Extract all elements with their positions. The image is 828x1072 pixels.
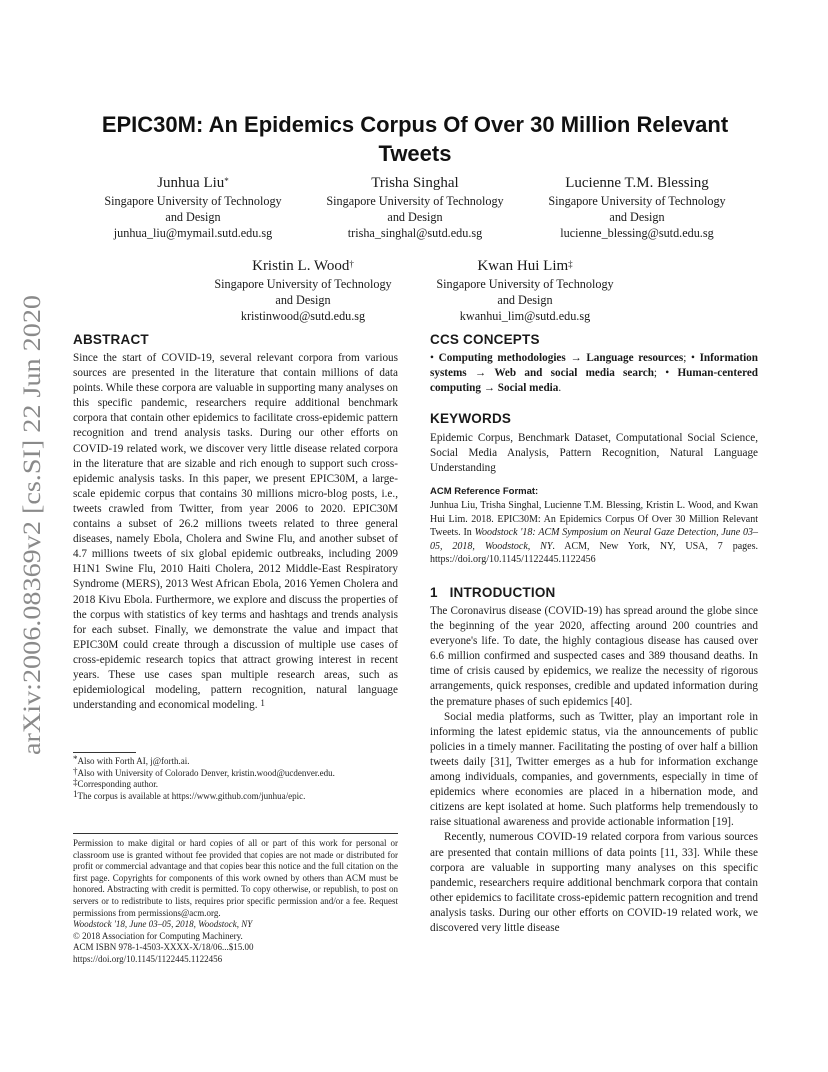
author-block xyxy=(414,257,636,324)
author-email[interactable]: trisha_singhal@sutd.edu.sg xyxy=(347,226,483,240)
footnote-mark: * xyxy=(73,754,78,764)
author-name: Kwan Hui Lim xyxy=(477,258,569,274)
author-affiliation: Singapore University of Technology xyxy=(104,194,282,208)
keywords-heading: KEYWORDS xyxy=(430,411,512,426)
author-block xyxy=(192,257,414,324)
footnote xyxy=(73,756,403,768)
intro-paragraph: Social media platforms, such as Twitter, play an important role in informing the latest epidemic status, via the announcements of public policies in a timely manner. Facilitating the posting of over half a billion tweets daily [31], Twitter emerges as a hub for information exchange among individuals, companies, and governments, especially in time of epidemics where economies are placed in a hibernation mode, and citizens are kept isolated at home. Such platforms help tremendously to raise situational awareness and provide actionable information [19]. xyxy=(430,710,758,829)
author-email[interactable]: kwanhui_lim@sutd.edu.sg xyxy=(459,309,591,323)
author-affiliation: Singapore University of Technology xyxy=(548,194,726,208)
abstract-text xyxy=(73,351,398,713)
acm-ref-tail: . ACM, New York, NY, USA, 7 pages. https://doi.org/10.1145/1122445.1122456 xyxy=(430,540,758,566)
author-affiliation: and Design xyxy=(275,293,331,307)
footnote-text: Also with University of Colorado Denver, kristin.wood@ucdenver.edu. xyxy=(77,767,335,778)
footnote-text: Also with Forth AI, j@forth.ai. xyxy=(77,756,190,766)
footnote-mark: ‡ xyxy=(73,777,78,788)
author-email[interactable]: lucienne_blessing@sutd.edu.sg xyxy=(560,226,714,240)
abstract-heading: ABSTRACT xyxy=(73,332,149,347)
author-email[interactable]: kristinwood@sutd.edu.sg xyxy=(240,309,366,323)
footnote-mark: 1 xyxy=(73,788,78,799)
permission-text: Permission to make digital or hard copies of all or part of this work for personal or classroom use is granted without fee provided that copies are not made or distributed for profit or commercial advantage and that copies bear this notice and the full citation on the first page. Copyrights for components of this work owned by others than ACM must be honored. Abstracting with credit is permitted. To copy otherwise, or republish, to post on servers or to redistribute to lists, requires prior specific permission and/or a fee. Request permissions from permissions@acm.org. xyxy=(73,838,398,918)
footnotes xyxy=(73,756,403,802)
intro-number: 1 xyxy=(430,585,438,600)
arxiv-stamp-text: arXiv:2006.08369v2 [cs.SI] 22 Jun 2020 xyxy=(17,338,46,755)
author-block xyxy=(526,174,748,241)
permission-copyright: © 2018 Association for Computing Machinery. xyxy=(73,930,243,941)
ccs-concepts: • Computing methodologies → Language resources; • Information systems → Web and social media search; • Human-centered computing → Social media. xyxy=(430,352,759,395)
author-affiliation: and Design xyxy=(497,293,553,307)
acm-ref-text xyxy=(430,499,758,567)
author-name: Trisha Singhal xyxy=(371,175,459,191)
ccs-item-a: Computing methodologies xyxy=(438,352,566,364)
author-block xyxy=(304,174,526,241)
ccs-item-b: Web and social media search xyxy=(494,367,654,380)
author-name: Lucienne T.M. Blessing xyxy=(565,175,709,191)
author-affiliation: and Design xyxy=(387,210,443,224)
author-name: Junhua Liu xyxy=(157,175,225,191)
arxiv-stamp xyxy=(12,290,48,760)
abstract-body: Since the start of COVID-19, several relevant corpora from various sources are presented in the literature that contain millions of data points. While these corpora are valuable in supporting many analyses on this specific pandemic, researchers require additional benchmark corpora that contain other epidemics to facilitate cross-epidemic pattern recognition and trend analysis tasks. During our other efforts on COVID-19 related work, we discover very little disease related corpora in the literature that are sizable and rich enough to support such cross-epidemic analysis tasks. In this paper, we present EPIC30M, a large-scale epidemic corpus that contains 30 millions micro-blog posts, i.e., tweets crawled from Twitter, from year 2006 to 2020. EPIC30M contains a subset of 26.2 millions tweets related to three general diseases, namely Ebola, Cholera and Swine Flu, and another subset of 4.7 millions tweets of six global epidemic outbreaks, including 2009 H1N1 Swine Flu, 2010 Haiti Cholera, 2012 Middle-East Respiratory Syndrome (MERS), 2013 West African Ebola, 2016 Yemen Cholera and 2018 Kivu Ebola. Furthermore, we explore and discuss the properties of the corpus with statistics of key terms and hashtags and trends analysis for each subset. Finally, we demonstrate the value and impact that EPIC30M could create through a discussion of multiple use cases of cross-epidemic research topics that attract growing interest in recent years. These use cases span multiple research areas, such as epidemiological modeling, pattern recognition, natural language understanding and economical modeling. xyxy=(73,352,398,712)
acm-ref-authors: Junhua Liu, Trisha Singhal, Lucienne T.M. Blessing, Kristin L. Wood, and Kwan Hui Lim. 2018. EPIC30M: An Epidemics Corpus Of Over 30 Million Relevant Tweets. In xyxy=(430,500,758,539)
footnote-mark: † xyxy=(73,765,78,776)
acm-ref-heading: ACM Reference Format: xyxy=(430,486,539,497)
author-mark: * xyxy=(224,176,229,186)
author-block xyxy=(82,174,304,241)
title-line-1: EPIC30M: An Epidemics Corpus Of Over 30 Million Relevant xyxy=(101,112,729,137)
author-affiliation: and Design xyxy=(165,210,221,224)
permission-isbn: ACM ISBN 978-1-4503-XXXX-X/18/06...$15.00 xyxy=(73,942,254,953)
intro-paragraph: The Coronavirus disease (COVID-19) has spread around the globe since the beginning of the year 2020, affecting around 200 countries and everyone's life. To date, the highly contagious disease has caused over 6.6 million confirmed and suspected cases and 389 thousand deaths. In time of crisis caused by epidemics, we realize the necessity of rigorous arrangements, quick responses, credible and updated information during the premature phases of such epidemics [40]. xyxy=(430,605,758,708)
intro-body xyxy=(430,604,758,936)
ccs-item-b: Language resources xyxy=(586,352,684,364)
title-line-2: Tweets xyxy=(378,141,452,166)
author-affiliation: and Design xyxy=(609,210,665,224)
footnote-text: Corresponding author. xyxy=(77,779,158,790)
intro-title: INTRODUCTION xyxy=(449,585,556,600)
permission-rule xyxy=(73,833,398,834)
footnote xyxy=(73,765,403,780)
author-mark: † xyxy=(349,259,354,269)
permission-venue: Woodstock '18, June 03–05, 2018, Woodstock, NY xyxy=(73,919,253,930)
author-email[interactable]: junhua_liu@mymail.sutd.edu.sg xyxy=(113,226,273,240)
intro-heading xyxy=(430,585,555,600)
intro-paragraph: Recently, numerous COVID-19 related corpora from various sources are presented that contain millions of data points [11, 33]. While these corpora are valuable in supporting many analyses on this specific pandemic, researchers require additional benchmark corpora that contain other epidemics to facilitate cross-epidemic pattern recognition and trend analysis tasks. During our other efforts on COVID-19 related work, we discovered very little disease xyxy=(430,831,758,934)
footnote-rule xyxy=(73,752,136,753)
author-affiliation: Singapore University of Technology xyxy=(326,194,504,208)
ccs-item-a: Human-centered computing xyxy=(430,367,759,395)
ccs-item-a: Information systems xyxy=(430,352,759,380)
footnote xyxy=(73,788,403,803)
paper-title xyxy=(80,110,750,168)
keywords-text: Epidemic Corpus, Benchmark Dataset, Computational Social Science, Social Media Analysis, Pattern Recognition, Natural Language Understanding xyxy=(430,432,758,475)
author-mark: ‡ xyxy=(568,259,573,269)
permission-block xyxy=(73,838,398,966)
author-name: Kristin L. Wood xyxy=(252,258,350,274)
footnote xyxy=(73,779,403,791)
author-affiliation: Singapore University of Technology xyxy=(436,277,614,291)
abstract-footnote-mark: 1 xyxy=(260,698,265,709)
ccs-item-b: Social media xyxy=(497,382,559,395)
permission-doi[interactable]: https://doi.org/10.1145/1122445.1122456 xyxy=(73,953,223,964)
author-affiliation: Singapore University of Technology xyxy=(214,277,392,291)
ccs-heading: CCS CONCEPTS xyxy=(430,332,540,347)
acm-ref-venue: Woodstock '18: ACM Symposium on Neural Gaze Detection, June 03–05, 2018, Woodstock, NY xyxy=(430,527,758,552)
footnote-text: The corpus is available at https://www.github.com/junhua/epic. xyxy=(77,790,306,801)
